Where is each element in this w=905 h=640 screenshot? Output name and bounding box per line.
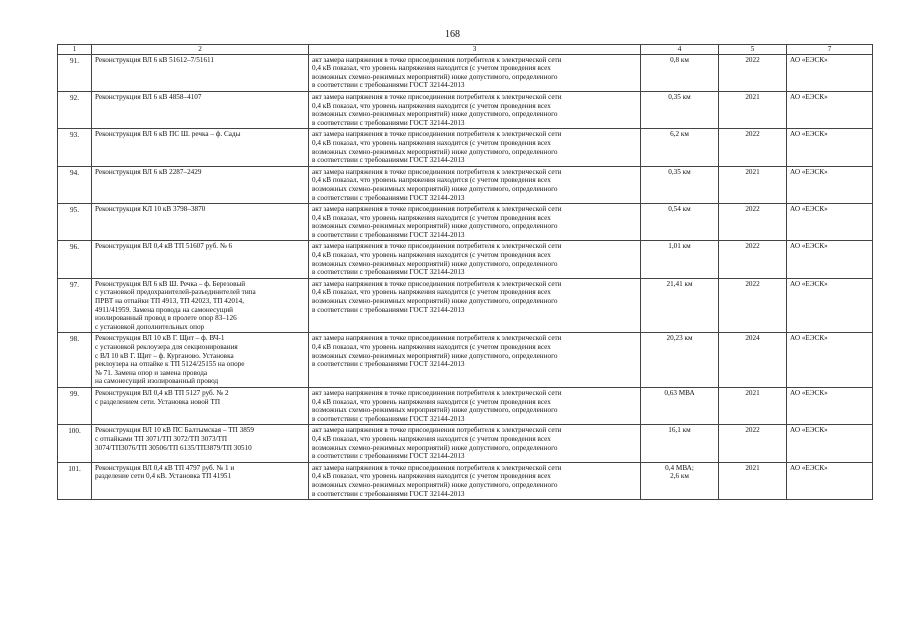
capacity-length-cell: 20,23 км xyxy=(641,333,719,388)
year-cell: 2022 xyxy=(719,204,787,241)
organization-cell: АО «ЕЭСК» xyxy=(787,462,873,499)
work-name-cell: Реконструкция ВЛ 6 кВ Ш. Речка – ф. Березовый с установкой предохранителей-разъединителей типа ПРВТ на отпайки ТП 4913, ТП 42023, ТП 42014, 4911/41959. Замена провода на самонесущий изолированный провод в пролете опор 83–126 с установкой дополнительных опор xyxy=(92,278,309,333)
work-name-cell: Реконструкция ВЛ 6 кВ 4858–4107 xyxy=(92,91,309,128)
justification-cell: акт замера напряжения в точке присоединения потребителя к электрической сети 0,4 кВ показал, что уровень напряжения находится (с учетом проведения всех возможных схемно-режимных мероприятий) ниже допустимого, определенного в соответствии с требованиями ГОСТ 32144-2013 xyxy=(309,129,641,166)
justification-cell: акт замера напряжения в точке присоединения потребителя к электрической сети 0,4 кВ показал, что уровень напряжения находится (с учетом проведения всех возможных схемно-режимных мероприятий) ниже допустимого, определенного в соответствии с требованиями ГОСТ 32144-2013 xyxy=(309,241,641,278)
capacity-length-cell: 0,8 км xyxy=(641,54,719,91)
justification-cell: акт замера напряжения в точке присоединения потребителя к электрической сети 0,4 кВ показал, что уровень напряжения находится (с учетом проведения всех возможных схемно-режимных мероприятий) ниже допустимого, определенного в соответствии с требованиями ГОСТ 32144-2013 xyxy=(309,425,641,462)
work-name-cell: Реконструкция КЛ 10 кВ 3798–3870 xyxy=(92,204,309,241)
organization-cell: АО «ЕЭСК» xyxy=(787,54,873,91)
justification-cell: акт замера напряжения в точке присоединения потребителя к электрической сети 0,4 кВ показал, что уровень напряжения находится (с учетом проведения всех возможных схемно-режимных мероприятий) ниже допустимого, определенного в соответствии с требованиями ГОСТ 32144-2013 xyxy=(309,166,641,203)
row-number-cell: 95. xyxy=(58,204,92,241)
row-number-cell: 94. xyxy=(58,166,92,203)
capacity-length-cell: 0,35 км xyxy=(641,166,719,203)
year-cell: 2022 xyxy=(719,425,787,462)
capacity-length-cell: 1,01 км xyxy=(641,241,719,278)
justification-cell: акт замера напряжения в точке присоединения потребителя к электрической сети 0,4 кВ показал, что уровень напряжения находится (с учетом проведения всех возможных схемно-режимных мероприятий) ниже допустимого, определенного в соответствии с требованиями ГОСТ 32144-2013 xyxy=(309,204,641,241)
table-row xyxy=(58,241,873,278)
header-col-4: 4 xyxy=(641,45,719,55)
table-row xyxy=(58,333,873,388)
header-col-2: 2 xyxy=(92,45,309,55)
capacity-length-cell: 0,54 км xyxy=(641,204,719,241)
table-row xyxy=(58,91,873,128)
work-name-cell: Реконструкция ВЛ 6 кВ 2287–2429 xyxy=(92,166,309,203)
header-col-7: 7 xyxy=(787,45,873,55)
organization-cell: АО «ЕЭСК» xyxy=(787,129,873,166)
justification-cell: акт замера напряжения в точке присоединения потребителя к электрической сети 0,4 кВ показал, что уровень напряжения находится (с учетом проведения всех возможных схемно-режимных мероприятий) ниже допустимого, определенного в соответствии с требованиями ГОСТ 32144-2013 xyxy=(309,333,641,388)
work-name-cell: Реконструкция ВЛ 0,4 кВ ТП 4797 руб. № 1 и разделение сети 0,4 кВ. Установка ТП 41951 xyxy=(92,462,309,499)
row-number-cell: 93. xyxy=(58,129,92,166)
year-cell: 2022 xyxy=(719,278,787,333)
header-col-1: 1 xyxy=(58,45,92,55)
year-cell: 2022 xyxy=(719,241,787,278)
row-number-cell: 91. xyxy=(58,54,92,91)
row-number-cell: 98. xyxy=(58,333,92,388)
organization-cell: АО «ЕЭСК» xyxy=(787,241,873,278)
organization-cell: АО «ЕЭСК» xyxy=(787,166,873,203)
work-name-cell: Реконструкция ВЛ 6 кВ ПС Ш. речка – ф. Сады xyxy=(92,129,309,166)
year-cell: 2021 xyxy=(719,166,787,203)
justification-cell: акт замера напряжения в точке присоединения потребителя к электрической сети 0,4 кВ показал, что уровень напряжения находится (с учетом проведения всех возможных схемно-режимных мероприятий) ниже допустимого, определенного в соответствии с требованиями ГОСТ 32144-2013 xyxy=(309,462,641,499)
table-row xyxy=(58,166,873,203)
work-name-cell: Реконструкция ВЛ 10 кВ ПС Балтымская – ТП 3859 с отпайками ТП 3071/ТП 3072/ТП 3073/ТП 3074/ТП3076/ТП 30506/ТП 6135/ТП3879/ТП 30510 xyxy=(92,425,309,462)
page-number: 168 xyxy=(445,29,460,40)
table-row xyxy=(58,129,873,166)
row-number-cell: 100. xyxy=(58,425,92,462)
year-cell: 2021 xyxy=(719,91,787,128)
row-number-cell: 92. xyxy=(58,91,92,128)
organization-cell: АО «ЕЭСК» xyxy=(787,278,873,333)
organization-cell: АО «ЕЭСК» xyxy=(787,333,873,388)
table-row xyxy=(58,425,873,462)
year-cell: 2022 xyxy=(719,129,787,166)
header-row xyxy=(58,45,873,55)
capacity-length-cell: 21,41 км xyxy=(641,278,719,333)
justification-cell: акт замера напряжения в точке присоединения потребителя к электрической сети 0,4 кВ показал, что уровень напряжения находится (с учетом проведения всех возможных схемно-режимных мероприятий) ниже допустимого, определенного в соответствии с требованиями ГОСТ 32144-2013 xyxy=(309,91,641,128)
organization-cell: АО «ЕЭСК» xyxy=(787,425,873,462)
table-row xyxy=(58,387,873,424)
projects-table xyxy=(57,44,873,500)
year-cell: 2024 xyxy=(719,333,787,388)
capacity-length-cell: 0,35 км xyxy=(641,91,719,128)
row-number-cell: 101. xyxy=(58,462,92,499)
capacity-length-cell: 0,4 МВА; 2,6 км xyxy=(641,462,719,499)
work-name-cell: Реконструкция ВЛ 10 кВ Г. Щит – ф. ВЧ-1 с установкой реклоузера для секционирования с ВЛ 10 кВ Г. Щит – ф. Курганово. Установка реклоузера на отпайке к ТП 5124/25155 на опоре № 71. Замена опор и замена провода на самонесущий изолированный провод xyxy=(92,333,309,388)
row-number-cell: 96. xyxy=(58,241,92,278)
work-name-cell: Реконструкция ВЛ 6 кВ 51612–7/51611 xyxy=(92,54,309,91)
row-number-cell: 97. xyxy=(58,278,92,333)
year-cell: 2021 xyxy=(719,387,787,424)
justification-cell: акт замера напряжения в точке присоединения потребителя к электрической сети 0,4 кВ показал, что уровень напряжения находится (с учетом проведения всех возможных схемно-режимных мероприятий) ниже допустимого, определенного в соответствии с требованиями ГОСТ 32144-2013 xyxy=(309,54,641,91)
justification-cell: акт замера напряжения в точке присоединения потребителя к электрической сети 0,4 кВ показал, что уровень напряжения находится (с учетом проведения всех возможных схемно-режимных мероприятий) ниже допустимого, определенного в соответствии с требованиями ГОСТ 32144-2013 xyxy=(309,278,641,333)
work-name-cell: Реконструкция ВЛ 0,4 кВ ТП 5127 руб. № 2 с разделением сети. Установка новой ТП xyxy=(92,387,309,424)
capacity-length-cell: 16,1 км xyxy=(641,425,719,462)
header-col-5: 5 xyxy=(719,45,787,55)
work-name-cell: Реконструкция ВЛ 0,4 кВ ТП 51607 руб. № 6 xyxy=(92,241,309,278)
capacity-length-cell: 6,2 км xyxy=(641,129,719,166)
header-col-3: 3 xyxy=(309,45,641,55)
organization-cell: АО «ЕЭСК» xyxy=(787,387,873,424)
year-cell: 2022 xyxy=(719,54,787,91)
year-cell: 2021 xyxy=(719,462,787,499)
justification-cell: акт замера напряжения в точке присоединения потребителя к электрической сети 0,4 кВ показал, что уровень напряжения находится (с учетом проведения всех возможных схемно-режимных мероприятий) ниже допустимого, определенного в соответствии с требованиями ГОСТ 32144-2013 xyxy=(309,387,641,424)
table-row xyxy=(58,54,873,91)
table-row xyxy=(58,278,873,333)
capacity-length-cell: 0,63 МВА xyxy=(641,387,719,424)
organization-cell: АО «ЕЭСК» xyxy=(787,204,873,241)
table-row xyxy=(58,462,873,499)
organization-cell: АО «ЕЭСК» xyxy=(787,91,873,128)
row-number-cell: 99. xyxy=(58,387,92,424)
table-row xyxy=(58,204,873,241)
